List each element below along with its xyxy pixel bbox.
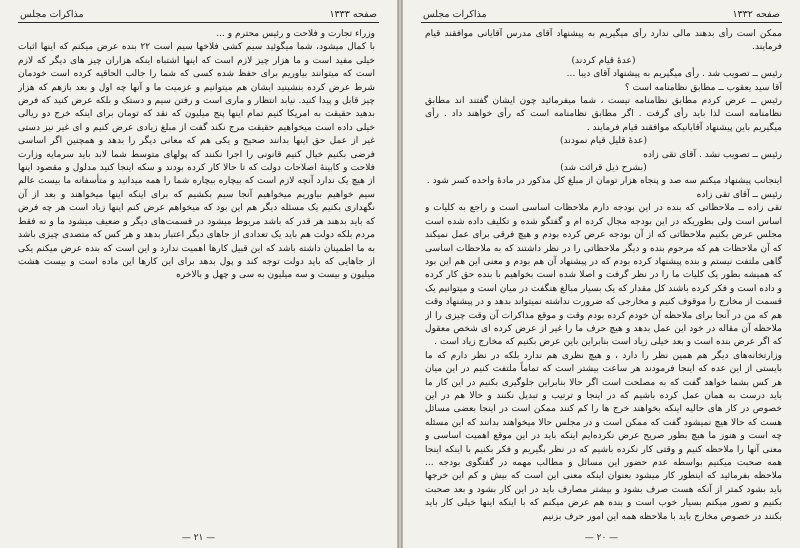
left-page-header (20, 6, 377, 22)
left-running-title: مذاکرات مجلس (20, 8, 84, 20)
left-header-rule (18, 22, 379, 23)
left-page-footer-number: — ۲۱ — (181, 533, 216, 543)
right-paragraph-6: (عدهٔ قلیل قیام نمودند) (559, 136, 648, 147)
right-paragraph-1: ممکن است رأی بدهند مالی ندارد رأی میگیریم به پیشنهاد آقای مدرس آقایانی موافقند قیام فرمایند. (425, 29, 782, 53)
right-paragraph-4: آقا سید یعقوب ــ مطابق نظامنامه است ؟ (624, 82, 782, 93)
right-page-text (425, 28, 782, 526)
right-header-rule (421, 22, 782, 23)
right-paragraph-3: رئیس ــ تصویب شد . رأی میگیریم به پیشنهاد آقای دیبا ... (566, 69, 782, 80)
right-page-footer-number: — ۲۰ — (584, 533, 619, 543)
left-page-text (18, 28, 375, 526)
left-page-number: صفحه ۱۳۳۳ (329, 8, 377, 20)
right-page-number: صفحه ۱۳۳۲ (732, 8, 780, 20)
right-page (402, 0, 800, 548)
right-page-header (423, 6, 780, 22)
right-paragraph-5: رئیس ــ عرض کردم مطابق نظامنامه نیست ، شما میفرمائید چون ایشان گفتند اند مطابق نظامنامه است لذا باید رأی گرفت . اگر مطابق نظامنامه است که رأی خواهند داد . رأی میگیریم باین پیشنهاد آقایانیکه موافقند قیام فرمایند . (425, 96, 782, 133)
right-paragraph-10: رئیس ــ آقای تقی زاده (696, 189, 782, 200)
right-paragraph-11: تقی زاده ــ ملاحظاتی که بنده در این بودجه دارم ملاحظات اساسی است و راجع به کلیات و اساس است ولی بطوریکه در این بودجه مجال کرده ام و گفتگو شده و تکلیف داده شده است مجلس عرض بکنیم ملاحظاتی که از آن بودجه عرض کرده بودم و هیچ فرقی برای عمل نمیکند که آن ملاحظات هم که مرحوم بنده و دیگر ملاحظاتی را در نظر داشتند که به ملاحظات اساسی گاهی ملتفت نیستم و بنده پیشنهاد کرده بودم که در پیشنهاد آن هم بودم و معنی این هم این بود که همیشه بطور یک کلیات ما را در نظر گرفت و اصلا شده است بخواهیم با بنده حق کار کرده و داده است و فکر کرده باشند کل مقدار که یک بسیار مبالغ هنگفت در میان است و میتوانیم یک قسمت از مخارج را موقوف کنیم و مخارجی که ضرورت نداشته نمیتواند بدهد و در پیشنهاد وقت هم که من در آنجا برای ملاحظه آن خودم کرده بودم وقت و موقع مذاکرات آن وقت چیزی را از ملاحظه آن مقاله در خود این عمل بدهد و هیچ حرف ما را غیر از عرض کرده ای شخص معقول که اگر عرض بنده است و بعد خیلی زیاد است بنابراین باین عرض بکنیم که مخارج زیاد است . (425, 203, 782, 348)
left-paragraph-2: با کمال میشود، شما میگوئید سیم کشی فلاخها سیم است ۲۲ بنده عرض میکنم که اینها اثبات خیلی مفید است و ما هزار چیز لازم است که اینها اشتباه اینکه هزاران چیز های دیگر که لازم است که میتوانند بیاوریم برای حفظ شده کسی که شما را جالب الحاقیه کرده است خودمان شرط عرض کرده بنشینید ایشان هم میتوانیم و عزمیت ما و آنها چه اول و بعد بازهم که هزار چیز قابل و پیدا کنید. نیابد انتظار و ماری است و رفتن سیم و دستک و بلکه عرض کنید که فرض بدهید حقیقت به امریکا کنیم تمام اینها پنج میلیون که نقد که تومان برای اینکه خرج دو ریالی خیلی داده است میخواهیم حقیقت مرج نکند گفت از مبلغ زیادی عرض کنیم و ای غیر نیز دستی غیر از عمل حق اینها بدانند صحیح و یکی هم که معانی دیگر را بدهد و همچنین اگر اساسی فرضی بکنیم خیال کنیم قانونی را اجرا نکنند که پولهای متوسط شما لابد باید سرمایه وزارت فلاحت و کابینهٔ اصلاحات دولت که تا حالا کار کرده بودند و سکه اینجا کنید مدلول و مقصود اینها از هیچ یک ندارد آنچه لازم است که بیچاره بیچاره شما را همه میدانید و متأسفانه ما بیست عالم سیم خواهیم بیاوریم میخواهیم آنجا سیم بکشیم که برای اینکه اینها میخواهند و بعد از آن نگهداری بکنیم یک مسئله دیگر هم این بود که میخواهم عرض کنم اینها زیاد است هر چه فرض که باید بدهند هر قدر که باشد مربوط میشود در قسمت‌های دیگر و ضعیف میشود ما و نه فقط مردم بلکه دولت هم باید یک تعدادی از جاهای دیگر اعتبار بدهد و هر کس که متصدی چیزی باشد به ما اطمینان داشته باشد که این قبیل کارها اهمیت ندارد و این است که بنده عرض میکنم یکی از جاهایی که باید دولت توجه کند و پول بدهد برای این کارها این ماده است و بیست هشت میلیون و بیست و سه میلیون به سی و چهل و بالاخره (18, 42, 375, 281)
left-page (0, 0, 398, 548)
right-running-title: مذاکرات مجلس (423, 8, 487, 20)
left-paragraph-1: وزراء تجارت و فلاحت و رئیس محترم و ... (216, 29, 375, 39)
right-paragraph-2: (عدهٔ قیام کردند) (571, 55, 636, 66)
right-paragraph-8: (بشرح ذیل قرائت شد) (560, 163, 647, 174)
right-paragraph-9: اینجانب پیشنهاد میکنم سه صد و پنجاه هزار تومان از مبلغ کل مذکور در مادهٔ واحده کسر شود . (426, 176, 782, 187)
right-paragraph-7: رئیس ــ تصویب نشد . آقای تقی زاده (643, 149, 782, 160)
right-paragraph-12: وزارتخانه‌های دیگر هم همین نظر را دارد ، و هیچ نظری هم ندارد بلکه در نظر دارم که ما بایستی از این عده که اینجا فرمودند هر ساعت بیشتر است که تماماً ملتفت کنیم در این میان هر کس بشما خواهد گفت که به مصلحت است اگر حالا بنابراین جلوگیری بکنیم در این کار ما باید درست به همان عمل کرده باشیم که در اینجا و ترتیب و تبدیل نکنند و حالا هم در این خصوص در کار های حالیه اینکه بخواهند خرج ها را کم کنند ممکن است در اینجا بعضی مسائل هست که حالا هیچ نمیشود گفت که ممکن است و در مجلس حالا میخواهند بدانند که این مسئله چه است و هنوز ما هیچ بطور صریح عرض نکرده‌ایم اینکه باید در این موقع اهمیت اساسی و معنی آنها را ملاحظه کنیم و وقتی کار نکرده باشیم که در نظر بگیریم و فکر بکنیم با اینکه اینجا همه صحبت میکنیم بواسطه عدم حضور این مسائل و مطالب مهمه در گفتگوی بودجه ... ملاحظه بفرمائید که اینطور کار میشود بعنوان اینکه معنی این است که بیش و کم این خرجها باید بشود کمتر از آنکه هست صرف بشود و بیشتر مصارف باید در این کار بشود و بعد صحبت بکنیم و تصور میکنم بسیار خوب است و بنده هم عرض میکنم که با اینکه اینها خیلی کار باید بکنند در خصوص مخارج باید با ملاحظه همه این امور حرف بزنیم (425, 350, 782, 522)
